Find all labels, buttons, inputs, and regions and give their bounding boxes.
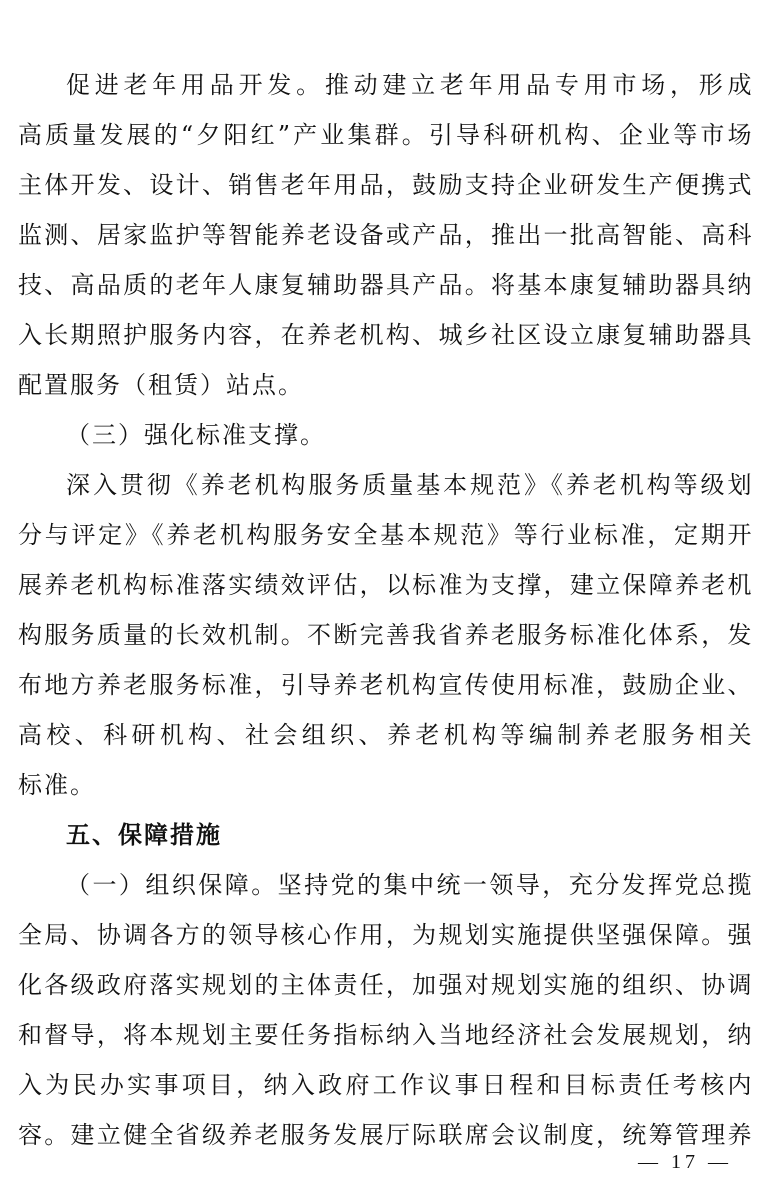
paragraph-line: 促进老年用品开发。推动建立老年用品专用市场，形成	[66, 71, 752, 99]
paragraph-line: 全局、协调各方的领导核心作用，为规划实施提供坚强保障。强	[18, 921, 752, 949]
paragraph-line: 展养老机构标准落实绩效评估，以标准为支撑，建立保障养老机	[18, 571, 752, 599]
paragraph-line: 监测、居家监护等智能养老设备或产品，推出一批高智能、高科	[18, 221, 752, 249]
paragraph-line: 配置服务（租赁）站点。	[18, 371, 304, 399]
paragraph-line: 构服务质量的长效机制。不断完善我省养老服务标准化体系，发	[18, 621, 752, 649]
paragraph-line: 分与评定》《养老机构服务安全基本规范》等行业标准，定期开	[18, 521, 752, 549]
paragraph-line: 深入贯彻《养老机构服务质量基本规范》《养老机构等级划	[66, 471, 752, 499]
paragraph-line: 高质量发展的“夕阳红”产业集群。引导科研机构、企业等市场	[18, 121, 752, 149]
paragraph-line: 主体开发、设计、销售老年用品，鼓励支持企业研发生产便携式	[18, 171, 752, 199]
chapter-heading: 五、保障措施	[66, 821, 222, 849]
section-heading: （三）强化标准支撑。	[66, 421, 326, 449]
paragraph-line: 入为民办实事项目，纳入政府工作议事日程和目标责任考核内	[18, 1071, 752, 1099]
paragraph-line: 技、高品质的老年人康复辅助器具产品。将基本康复辅助器具纳	[18, 271, 752, 299]
paragraph-line: 高校、科研机构、社会组织、养老机构等编制养老服务相关	[18, 721, 752, 749]
paragraph-line: 容。建立健全省级养老服务发展厅际联席会议制度，统筹管理养	[18, 1121, 752, 1149]
paragraph-line: 布地方养老服务标准，引导养老机构宣传使用标准，鼓励企业、	[18, 671, 752, 699]
paragraph-line: 入长期照护服务内容，在养老机构、城乡社区设立康复辅助器具	[18, 321, 752, 349]
page-number: — 17 —	[638, 1151, 732, 1173]
paragraph-line: 和督导，将本规划主要任务指标纳入当地经济社会发展规划，纳	[18, 1021, 752, 1049]
paragraph-line: 标准。	[18, 771, 96, 799]
paragraph-line: 化各级政府落实规划的主体责任，加强对规划实施的组织、协调	[18, 971, 752, 999]
paragraph-line: （一）组织保障。坚持党的集中统一领导，充分发挥党总揽	[66, 871, 752, 899]
